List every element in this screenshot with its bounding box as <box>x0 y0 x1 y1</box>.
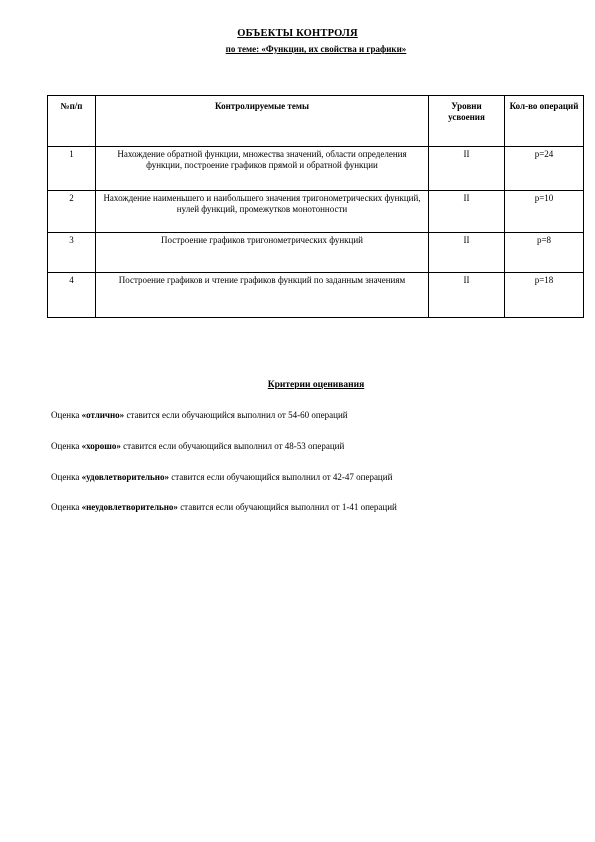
criterion-text: ставится если обучающийся выполнил от 54-60 операций <box>124 410 348 420</box>
table-row <box>48 273 584 318</box>
table-row <box>48 147 584 191</box>
row-number: 2 <box>48 191 96 233</box>
row-number: 4 <box>48 273 96 318</box>
row-operations: p=18 <box>505 273 584 318</box>
row-operations: p=24 <box>505 147 584 191</box>
criterion-prefix: Оценка <box>51 472 82 482</box>
row-operations: p=10 <box>505 191 584 233</box>
page-subtitle: по теме: «Функции, их свойства и графики» <box>225 44 407 54</box>
grade-criterion-satisfactory <box>51 472 392 482</box>
criterion-text: ставится если обучающийся выполнил от 1-41 операций <box>177 502 397 512</box>
criterion-grade: «удовлетворительно» <box>81 472 169 482</box>
criterion-prefix: Оценка <box>51 410 82 420</box>
page-title: ОБЪЕКТЫ КОНТРОЛЯ <box>237 28 358 39</box>
table-header-row <box>48 96 584 147</box>
control-topics-table <box>47 95 584 318</box>
table-row <box>48 191 584 233</box>
row-topic: Построение графиков и чтение графиков функций по заданным значениям <box>96 273 429 318</box>
row-level: II <box>429 233 505 273</box>
grade-criterion-excellent <box>51 410 348 420</box>
row-topic: Нахождение наименьшего и наибольшего значения тригонометрических функций, нулей функций, промежутков монотонности <box>96 191 429 233</box>
row-topic: Построение графиков тригонометрических функций <box>96 233 429 273</box>
table-row <box>48 233 584 273</box>
criteria-title: Критерии оценивания <box>267 380 365 390</box>
header-operations: Кол-во операций <box>505 96 584 147</box>
row-number: 1 <box>48 147 96 191</box>
criterion-text: ставится если обучающийся выполнил от 42-47 операций <box>168 472 393 482</box>
row-topic: Нахождение обратной функции, множества значений, области определения функции, построение графиков прямой и обратной функции <box>96 147 429 191</box>
row-number: 3 <box>48 233 96 273</box>
criterion-grade: «неудовлетворительно» <box>81 502 178 512</box>
grade-criterion-unsatisfactory <box>51 502 397 512</box>
header-number: №п/п <box>48 96 96 147</box>
criterion-prefix: Оценка <box>51 441 82 451</box>
criterion-text: ставится если обучающийся выполнил от 48-53 операций <box>120 441 345 451</box>
header-topics: Контролируемые темы <box>96 96 429 147</box>
grade-criterion-good <box>51 441 344 451</box>
row-level: II <box>429 273 505 318</box>
header-level: Уровни усвоения <box>429 96 505 147</box>
criterion-grade: «хорошо» <box>81 441 121 451</box>
row-level: II <box>429 191 505 233</box>
criterion-prefix: Оценка <box>51 502 82 512</box>
row-level: II <box>429 147 505 191</box>
criterion-grade: «отлично» <box>81 410 125 420</box>
row-operations: p=8 <box>505 233 584 273</box>
